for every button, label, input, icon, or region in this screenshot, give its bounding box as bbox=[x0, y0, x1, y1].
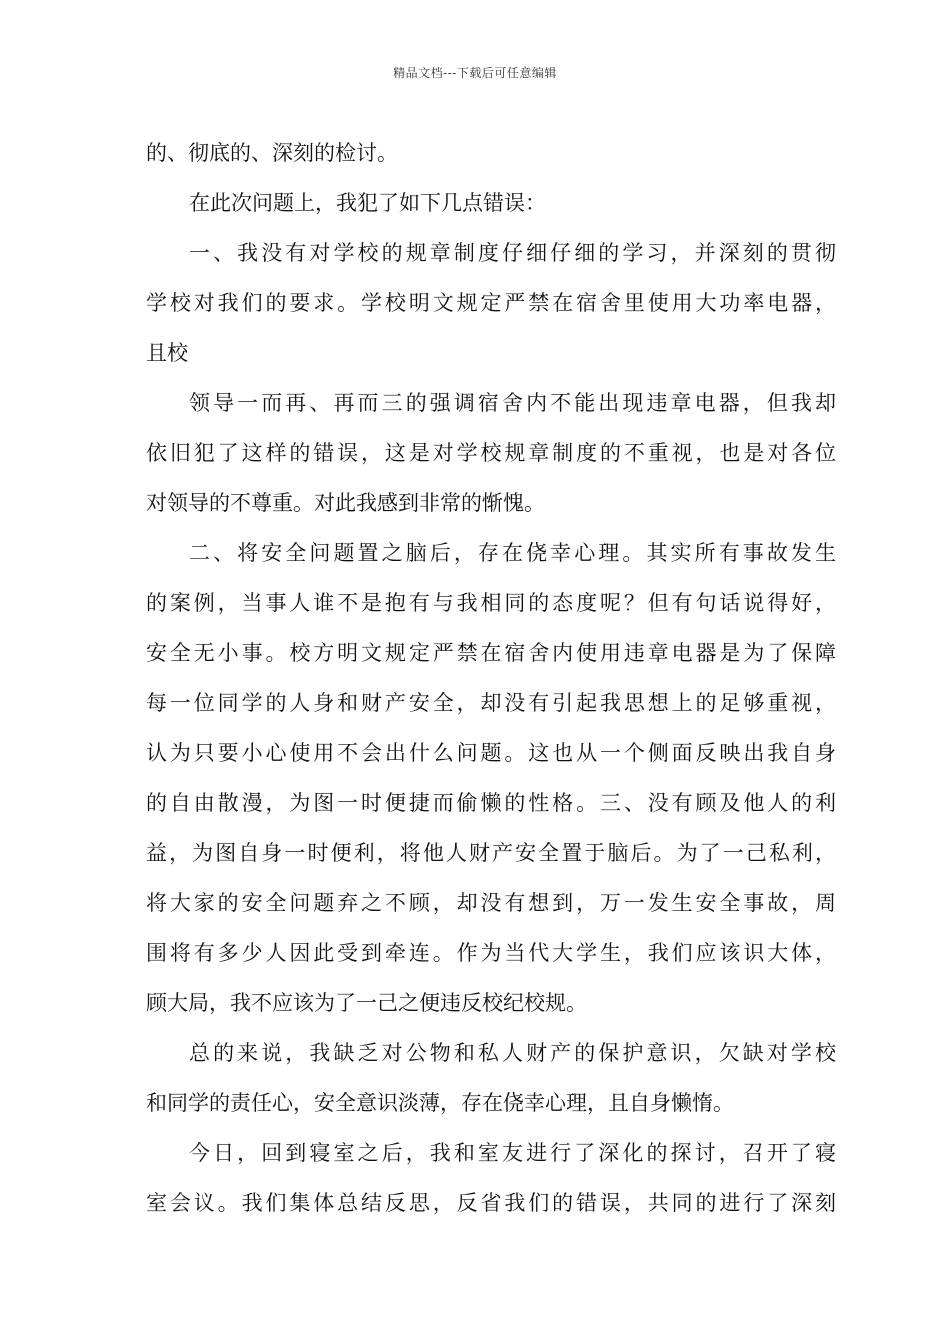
text-line-17: 围将有多少人因此受到牵连。作为当代大学生，我们应该识大体， bbox=[146, 941, 836, 965]
text-line-11: 安全无小事。校方明文规定严禁在宿舍内使用违章电器是为了保障 bbox=[146, 641, 836, 665]
text-line-6: 领导一而再、再而三的强调宿舍内不能出现违章电器，但我却 bbox=[189, 391, 836, 415]
text-line-4: 学校对我们的要求。学校明文规定严禁在宿舍里使用大功率电器， bbox=[146, 291, 836, 315]
text-line-18: 顾大局，我不应该为了一己之便违反校纪校规。 bbox=[146, 991, 587, 1015]
text-line-1: 的、彻底的、深刻的检讨。 bbox=[146, 141, 398, 165]
text-line-13: 认为只要小心使用不会出什么问题。这也从一个侧面反映出我自身 bbox=[146, 741, 836, 765]
text-line-19: 总的来说，我缺乏对公物和私人财产的保护意识，欠缺对学校 bbox=[189, 1041, 836, 1065]
text-line-12: 每一位同学的人身和财产安全，却没有引起我思想上的足够重视， bbox=[146, 691, 836, 715]
text-line-21: 今日，回到寝室之后，我和室友进行了深化的探讨，召开了寝 bbox=[189, 1141, 836, 1165]
text-line-7: 依旧犯了这样的错误，这是对学校规章制度的不重视，也是对各位 bbox=[146, 441, 836, 465]
text-line-8: 对领导的不尊重。对此我感到非常的惭愧。 bbox=[146, 491, 545, 515]
text-line-15: 益，为图自身一时便利，将他人财产安全置于脑后。为了一己私利， bbox=[146, 841, 836, 865]
text-line-9: 二、将安全问题置之脑后，存在侥幸心理。其实所有事故发生 bbox=[189, 541, 836, 565]
text-line-14: 的自由散漫，为图一时便捷而偷懒的性格。三、没有顾及他人的利 bbox=[146, 791, 836, 815]
document-body bbox=[146, 128, 836, 1228]
text-line-22: 室会议。我们集体总结反思，反省我们的错误，共同的进行了深刻 bbox=[146, 1191, 836, 1215]
text-line-5: 且校 bbox=[146, 341, 188, 365]
text-line-2: 在此次问题上，我犯了如下几点错误： bbox=[189, 191, 546, 215]
page-header: 精品文档---下载后可任意编辑 bbox=[393, 66, 557, 80]
text-line-20: 和同学的责任心，安全意识淡薄，存在侥幸心理，且自身懒惰。 bbox=[146, 1091, 734, 1115]
text-line-10: 的案例，当事人谁不是抱有与我相同的态度呢？但有句话说得好， bbox=[146, 591, 836, 615]
text-line-16: 将大家的安全问题弃之不顾，却没有想到，万一发生安全事故，周 bbox=[146, 891, 836, 915]
text-line-3: 一、我没有对学校的规章制度仔细仔细的学习，并深刻的贯彻 bbox=[189, 241, 836, 265]
